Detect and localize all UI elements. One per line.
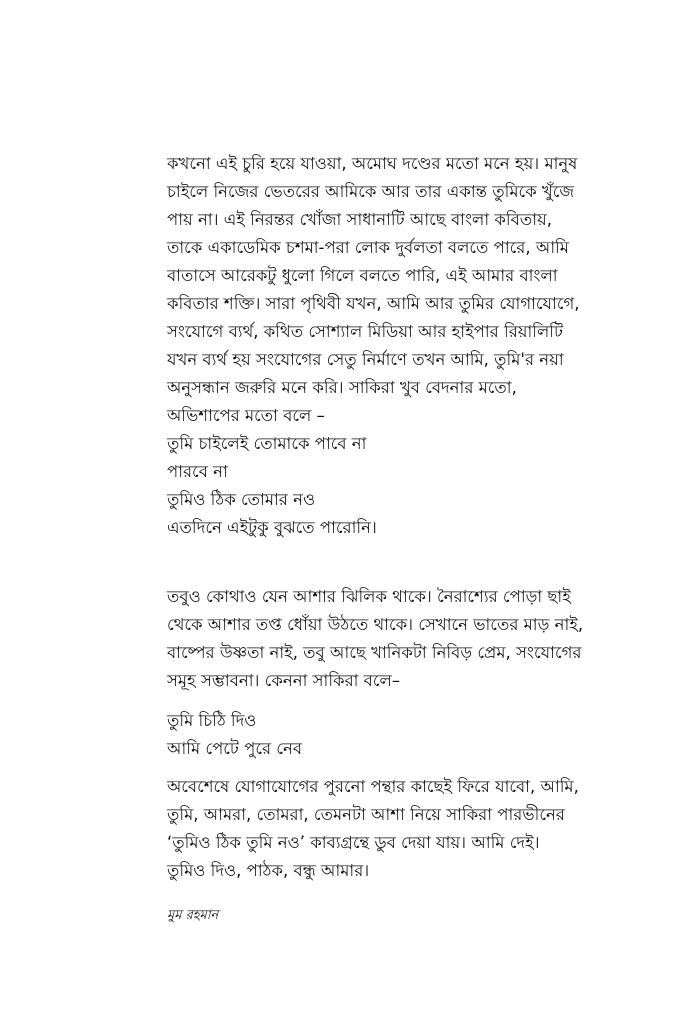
- paragraph-2-line: সমূহ সম্ভাবনা। কেননা সাকিরা বলে–: [167, 671, 401, 690]
- paragraph-2-line: তবুও কোথাও যেন আশার ঝিলিক থাকে। নৈরাশ্যের পোড়া ছাই: [167, 587, 571, 606]
- verse-1-line: এতদিনে এইটুকু বুঝতে পারোনি।: [167, 518, 377, 537]
- paragraph-2: [167, 583, 584, 695]
- verse-2-line: আমি পেটে পুরে নেব: [167, 739, 303, 758]
- paragraph-1-line: চাইলে নিজের ভেতরের আমিকে আর তার একান্ত তুমিকে খুঁজে: [167, 182, 575, 201]
- paragraph-1-line: কখনো এই চুরি হয়ে যাওয়া, অমোঘ দণ্ডের মতো মনে হয়। মানুষ: [167, 154, 578, 173]
- paragraph-2-line: থেকে আশার তপ্ত ধোঁয়া উঠতে থাকে। সেখানে ভাতের মাড় নাই,: [167, 615, 584, 634]
- paragraph-3-line: ‘তুমিও ঠিক তুমি নও’ কাব্যগ্রন্থে ডুব দেয়া যায়। আমি দেই।: [167, 833, 540, 852]
- paragraph-1-line: বাতাসে আরেকটু ধুলো গিলে বলতে পারি, এই আমার বাংলা: [167, 266, 558, 285]
- paragraph-1-line: অনুসন্ধান জরুরি মনে করি। সাকিরা খুব বেদনার মতো,: [167, 378, 517, 397]
- verse-1-line: পারবে না: [167, 462, 228, 481]
- verse-2-line: তুমি চিঠি দিও: [167, 711, 257, 730]
- verse-1: [167, 430, 515, 542]
- author-signature: মুম রহমান: [167, 908, 219, 923]
- paragraph-1-line: সংযোগে ব্যর্থ, কথিত সোশ্যাল মিডিয়া আর হাইপার রিয়ালিটি: [167, 322, 564, 341]
- paragraph-1-line: যখন ব্যর্থ হয় সংযোগের সেতু নির্মাণে তখন আমি, তুমি'র নয়া: [167, 350, 564, 369]
- paragraph-3: [167, 773, 579, 885]
- verse-1-line: তুমি চাইলেই তোমাকে পাবে না: [167, 434, 367, 453]
- paragraph-3-line: অবেশেষে যোগাযোগের পুরনো পন্থার কাছেই ফিরে যাবো, আমি,: [167, 777, 579, 796]
- paragraph-1-line: অভিশাপের মতো বলে –: [167, 406, 325, 425]
- paragraph-3-line: তুমিও দিও, পাঠক, বন্ধু আমার।: [167, 861, 370, 880]
- paragraph-2-line: বাষ্পের উষ্ণতা নাই, তবু আছে খানিকটা নিবিড় প্রেম, সংযোগের: [167, 643, 582, 662]
- paragraph-1-line: তাকে একাডেমিক চশমা-পরা লোক দুর্বলতা বলতে পারে, আমি: [167, 238, 569, 257]
- verse-1-line: তুমিও ঠিক তোমার নও: [167, 490, 316, 509]
- verse-2: [167, 707, 515, 763]
- paragraph-1-line: পায় না। এই নিরন্তর খোঁজা সাধানাটি আছে বাংলা কবিতায়,: [167, 210, 552, 229]
- paragraph-1-line: কবিতার শক্তি। সারা পৃথিবী যখন, আমি আর তুমির যোগাযোগে,: [167, 294, 580, 313]
- paragraph-3-line: তুমি, আমরা, তোমরা, তেমনটা আশা নিয়ে সাকিরা পারভীনের: [167, 805, 565, 824]
- paragraph-1: [167, 150, 580, 430]
